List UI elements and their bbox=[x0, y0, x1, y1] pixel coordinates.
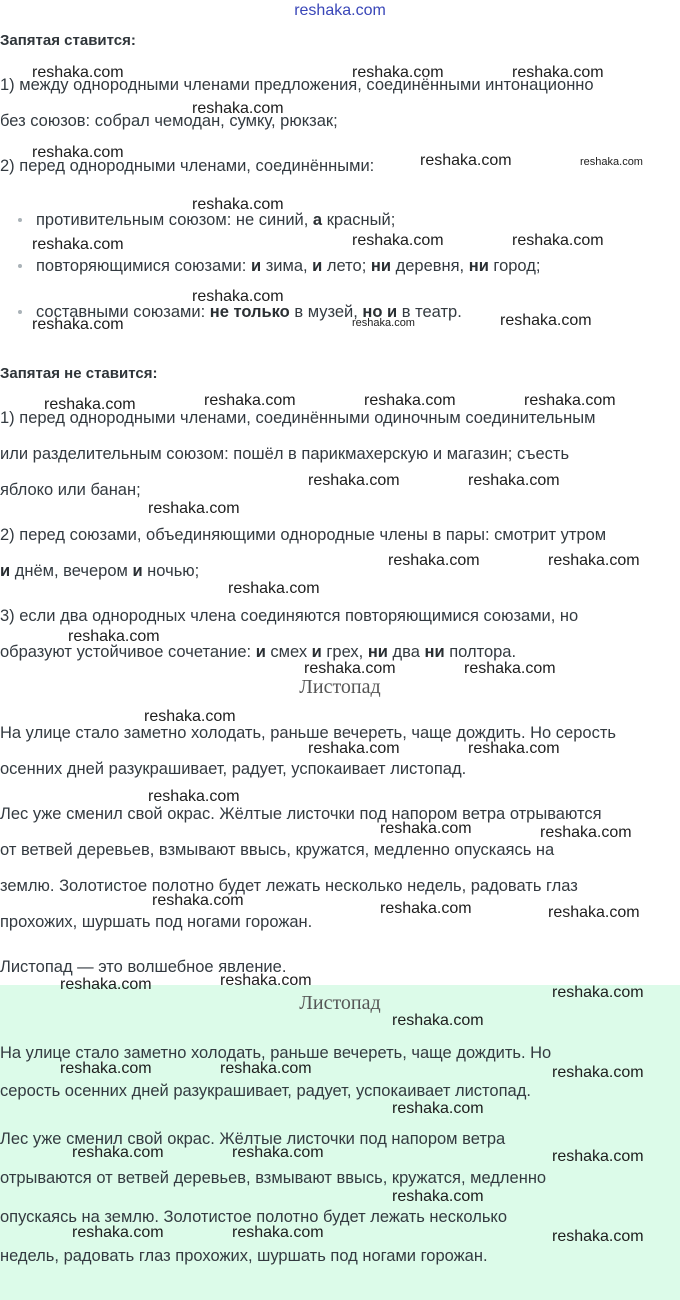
watermark: reshaka.com bbox=[380, 820, 472, 837]
bullet-dot bbox=[18, 310, 22, 314]
watermark: reshaka.com bbox=[364, 392, 456, 409]
essay-line: от ветвей деревьев, взмывают ввысь, кружатся, медленно опускаясь на bbox=[0, 841, 555, 859]
essay-line: Листопад — это волшебное явление. bbox=[0, 958, 287, 976]
rule-no-line: яблоко или банан; bbox=[0, 481, 141, 499]
watermark: reshaka.com bbox=[220, 1060, 312, 1077]
rule-no-line: 1) перед однородными членами, соединёнными одиночным соединительным bbox=[0, 409, 596, 427]
watermark: reshaka.com bbox=[580, 156, 643, 168]
watermark: reshaka.com bbox=[308, 472, 400, 489]
watermark: reshaka.com bbox=[232, 1144, 324, 1161]
essay-title: Листопад bbox=[299, 992, 381, 1014]
watermark: reshaka.com bbox=[304, 660, 396, 677]
bullet-dot bbox=[18, 218, 22, 222]
rule-no-line: или разделительным союзом: пошёл в парикмахерскую и магазин; съесть bbox=[0, 445, 570, 463]
rule-no-heading: Запятая не ставится: bbox=[0, 365, 158, 382]
watermark: reshaka.com bbox=[512, 64, 604, 81]
watermark: reshaka.com bbox=[352, 232, 444, 249]
watermark: reshaka.com bbox=[552, 1064, 644, 1081]
rule-yes-heading: Запятая ставится: bbox=[0, 32, 136, 49]
essay-line: Лес уже сменил свой окрас. Жёлтые листочки под напором ветра отрываются bbox=[0, 805, 602, 823]
watermark: reshaka.com bbox=[72, 1144, 164, 1161]
watermark: reshaka.com bbox=[148, 500, 240, 517]
essay-line: отрываются от ветвей деревьев, взмывают ввысь, кружатся, медленно bbox=[0, 1169, 547, 1187]
watermark: reshaka.com bbox=[548, 552, 640, 569]
watermark: reshaka.com bbox=[552, 1148, 644, 1165]
rule-no-line: образуют устойчивое сочетание: и смех и грех, ни два ни полтора. bbox=[0, 643, 517, 661]
essay-line: На улице стало заметно холодать, раньше вечереть, чаще дождить. Но bbox=[0, 1044, 552, 1062]
essay-line: На улице стало заметно холодать, раньше вечереть, чаще дождить. Но серость bbox=[0, 724, 616, 742]
essay-line: недель, радовать глаз прохожих, шуршать под ногами горожан. bbox=[0, 1247, 488, 1265]
watermark: reshaka.com bbox=[552, 1228, 644, 1245]
bullet-dot bbox=[18, 264, 22, 268]
watermark: reshaka.com bbox=[552, 984, 644, 1001]
watermark: reshaka.com bbox=[392, 1188, 484, 1205]
watermark: reshaka.com bbox=[192, 288, 284, 305]
essay-line: опускаясь на землю. Золотистое полотно будет лежать несколько bbox=[0, 1208, 507, 1226]
essay-title: Листопад bbox=[299, 676, 381, 698]
watermark: reshaka.com bbox=[468, 740, 560, 757]
bullet-item: противительным союзом: не синий, а красный; bbox=[36, 211, 396, 229]
watermark: reshaka.com bbox=[392, 1012, 484, 1029]
watermark: reshaka.com bbox=[44, 396, 136, 413]
watermark: reshaka.com bbox=[192, 196, 284, 213]
watermark: reshaka.com bbox=[60, 976, 152, 993]
watermark: reshaka.com bbox=[308, 740, 400, 757]
watermark: reshaka.com bbox=[380, 900, 472, 917]
watermark: reshaka.com bbox=[32, 64, 124, 81]
essay-line: Лес уже сменил свой окрас. Жёлтые листочки под напором ветра bbox=[0, 1130, 506, 1148]
watermark: reshaka.com bbox=[352, 64, 444, 81]
rule-no-line: и днём, вечером и ночью; bbox=[0, 562, 200, 580]
watermark: reshaka.com bbox=[60, 1060, 152, 1077]
watermark: reshaka.com bbox=[32, 144, 124, 161]
site-link[interactable]: reshaka.com bbox=[294, 2, 386, 19]
essay-line: землю. Золотистое полотно будет лежать несколько недель, радовать глаз bbox=[0, 877, 578, 895]
watermark: reshaka.com bbox=[148, 788, 240, 805]
rule-yes-line: 1) между однородными членами предложения, соединёнными интонационно bbox=[0, 76, 594, 94]
watermark: reshaka.com bbox=[500, 312, 592, 329]
watermark: reshaka.com bbox=[392, 1100, 484, 1117]
watermark: reshaka.com bbox=[388, 552, 480, 569]
watermark: reshaka.com bbox=[220, 972, 312, 989]
watermark: reshaka.com bbox=[228, 580, 320, 597]
watermark: reshaka.com bbox=[232, 1224, 324, 1241]
watermark: reshaka.com bbox=[72, 1224, 164, 1241]
essay-line: осенних дней разукрашивает, радует, успокаивает листопад. bbox=[0, 760, 467, 778]
watermark: reshaka.com bbox=[192, 100, 284, 117]
essay-line: серость осенних дней разукрашивает, радует, успокаивает листопад. bbox=[0, 1082, 531, 1100]
watermark: reshaka.com bbox=[204, 392, 296, 409]
watermark: reshaka.com bbox=[68, 628, 160, 645]
watermark: reshaka.com bbox=[468, 472, 560, 489]
watermark: reshaka.com bbox=[32, 316, 124, 333]
bullet-item: составными союзами: не только в музей, но и в театр. bbox=[36, 303, 462, 321]
watermark: reshaka.com bbox=[352, 317, 415, 329]
rule-yes-line: 2) перед однородными членами, соединёнными: bbox=[0, 157, 375, 175]
watermark: reshaka.com bbox=[152, 892, 244, 909]
watermark: reshaka.com bbox=[548, 904, 640, 921]
rule-no-line: 2) перед союзами, объединяющими однородные члены в пары: смотрит утром bbox=[0, 526, 607, 544]
watermark: reshaka.com bbox=[420, 152, 512, 169]
watermark: reshaka.com bbox=[524, 392, 616, 409]
watermark: reshaka.com bbox=[512, 232, 604, 249]
watermark: reshaka.com bbox=[540, 824, 632, 841]
rule-yes-line: без союзов: собрал чемодан, сумку, рюкзак; bbox=[0, 112, 338, 130]
bullet-item: повторяющимися союзами: и зима, и лето; ни деревня, ни город; bbox=[36, 257, 541, 275]
rule-no-line: 3) если два однородных члена соединяются повторяющимися союзами, но bbox=[0, 607, 579, 625]
watermark: reshaka.com bbox=[464, 660, 556, 677]
watermark: reshaka.com bbox=[32, 236, 124, 253]
essay-line: прохожих, шуршать под ногами горожан. bbox=[0, 913, 313, 931]
watermark: reshaka.com bbox=[144, 708, 236, 725]
